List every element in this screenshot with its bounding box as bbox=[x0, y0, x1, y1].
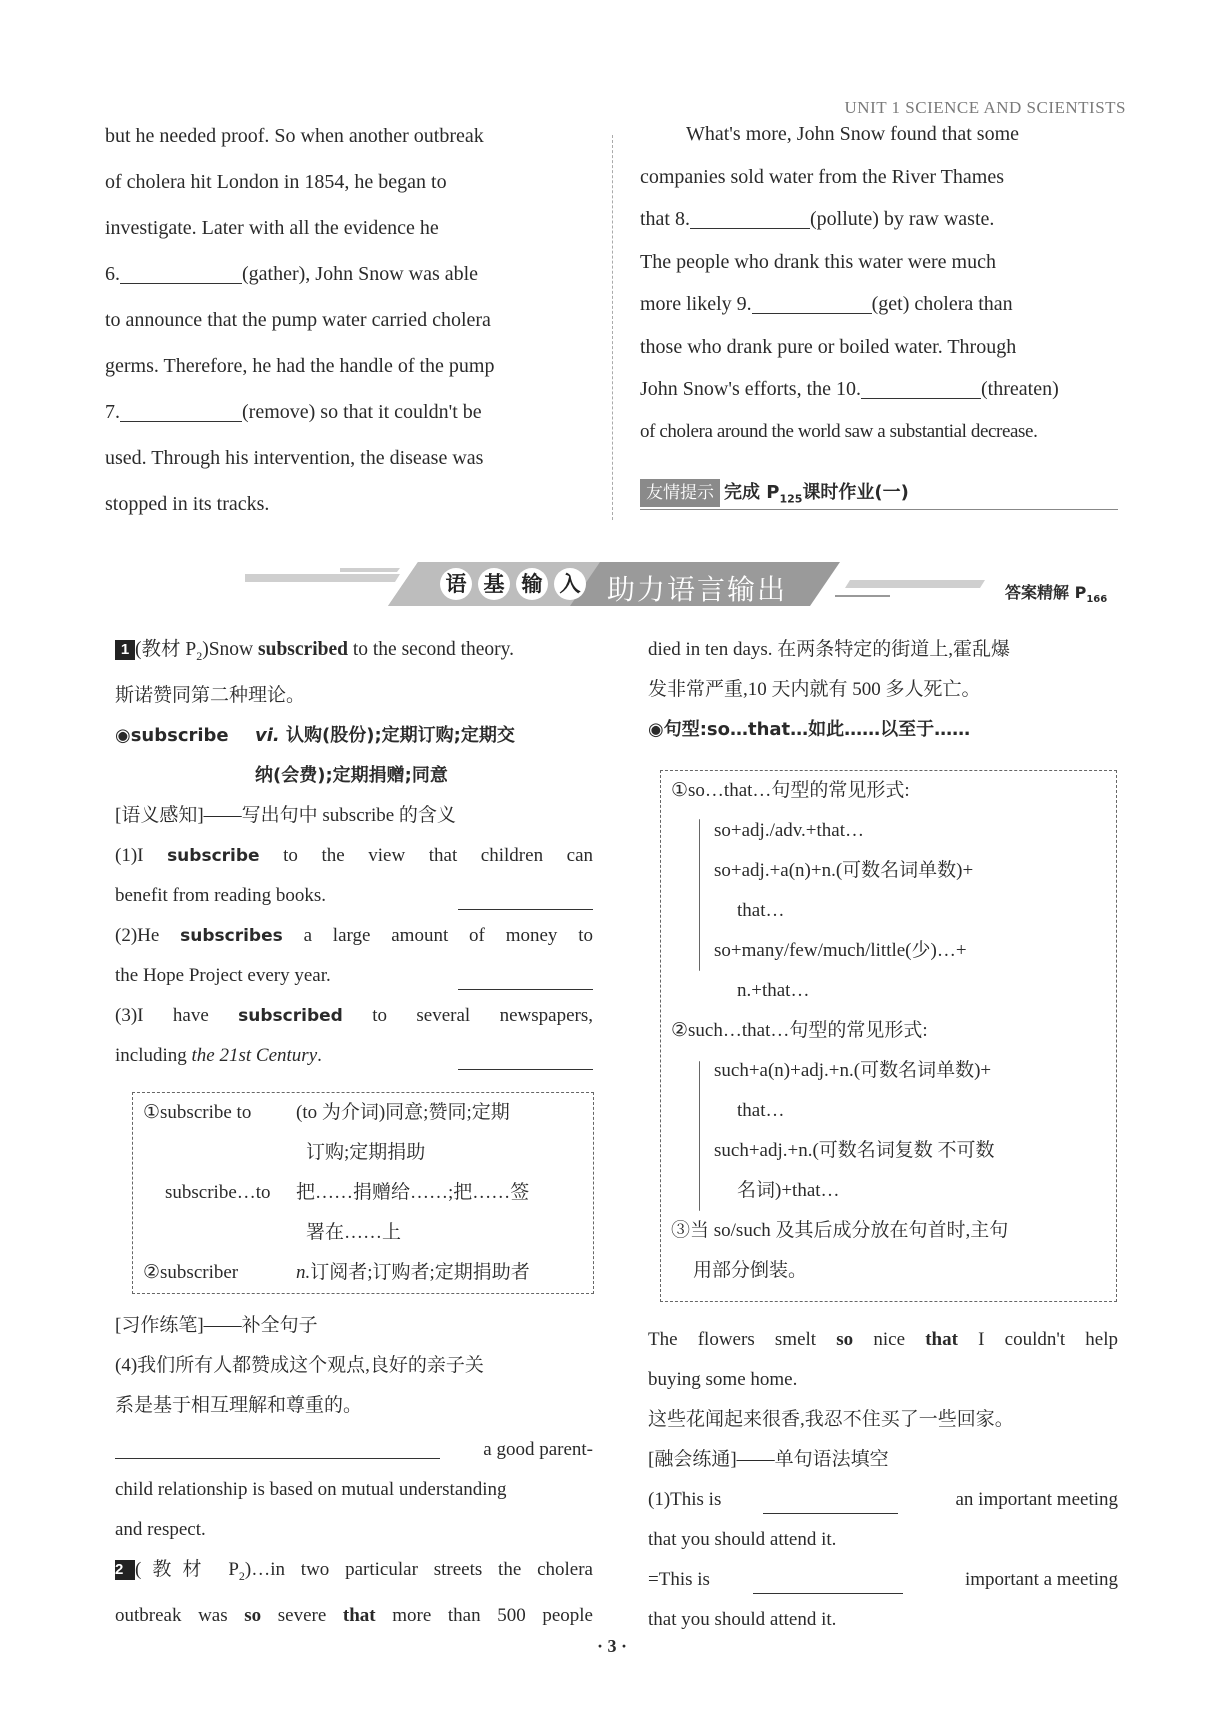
page-number: · 3 · bbox=[596, 1636, 627, 1656]
passage-line: of cholera hit London in 1854, he began to bbox=[105, 171, 447, 193]
answer-blank[interactable] bbox=[458, 1048, 593, 1070]
answer-reference: 答案精解 $P_{166}$ bbox=[1005, 583, 1108, 606]
passage-line: used. Through his intervention, the disease was bbox=[105, 447, 484, 469]
sentence: (3)I have subscribed to several newspapers, bbox=[115, 1004, 593, 1026]
banner-char: 基 bbox=[478, 568, 510, 600]
passage-line: of cholera around the world saw a substantial decrease. bbox=[640, 420, 1038, 442]
sentence: buying some home. bbox=[648, 1369, 798, 1390]
note-line: subscribe…to 把……捐赠给……;把……签 bbox=[165, 1182, 530, 1203]
sentence: The flowers smelt so nice that I couldn't help bbox=[648, 1329, 1119, 1350]
item1-writing bbox=[115, 1306, 593, 1636]
passage-line: companies sold water from the River Thames bbox=[640, 165, 1004, 188]
note-line: n.+that… bbox=[737, 980, 810, 1001]
blank-number: 7. bbox=[105, 401, 120, 423]
answer-blank[interactable] bbox=[120, 261, 242, 284]
note-line: 名词)+that… bbox=[737, 1180, 840, 1201]
passage-line: but he needed proof. So when another outbreak bbox=[105, 125, 484, 147]
pattern-notes-box bbox=[660, 770, 1117, 1302]
left-passage bbox=[105, 113, 540, 527]
item2-section bbox=[648, 630, 1118, 750]
sentence: 发非常严重,10 天内就有 500 多人死亡。 bbox=[648, 679, 981, 700]
passage-text: (threaten) bbox=[981, 378, 1059, 400]
answer-blank[interactable] bbox=[458, 968, 593, 990]
task-heading: [融会练通]——单句语法填空 bbox=[648, 1449, 889, 1470]
task-heading: [语义感知]——写出句中 subscribe 的含义 bbox=[115, 804, 456, 826]
passage-text: (pollute) by raw waste. bbox=[810, 208, 995, 230]
note-line: ①subscribe to (to 为介词)同意;赞同;定期 bbox=[143, 1102, 510, 1123]
note-line: such+a(n)+adj.+n.(可数名词单数)+ bbox=[714, 1060, 992, 1081]
note-line: such+adj.+n.(可数名词复数 不可数 bbox=[714, 1140, 995, 1161]
item1-translation: 斯诺赞同第二种理论。 bbox=[115, 684, 306, 706]
sentence: 系是基于相互理解和尊重的。 bbox=[115, 1395, 363, 1416]
answer-blank[interactable] bbox=[752, 291, 872, 314]
sentence: a good parent- bbox=[115, 1430, 593, 1470]
note-line: ②such…that…句型的常见形式: bbox=[671, 1020, 928, 1041]
sentence: 这些花闻起来很香,我忍不住买了一些回家。 bbox=[648, 1409, 1014, 1430]
homework-tip bbox=[640, 478, 1118, 510]
sentence: that you should attend it. bbox=[648, 1529, 837, 1550]
passage-line: germs. Therefore, he had the handle of the pump bbox=[105, 355, 495, 377]
sentence: (1)This is an important meeting bbox=[648, 1480, 1118, 1520]
brace bbox=[699, 819, 700, 971]
passage-line bbox=[640, 283, 1118, 326]
blank-number: John Snow's efforts, the 10. bbox=[640, 378, 862, 400]
note-line: ③当 so/such 及其后成分放在句首时,主句 bbox=[671, 1220, 1009, 1241]
running-head: UNIT 1 SCIENCE AND SCIENTISTS bbox=[844, 98, 1126, 117]
task-heading: [习作练笔]——补全句子 bbox=[115, 1315, 318, 1336]
tip-text: 完成 $P_{125}$课时作业(一) bbox=[724, 482, 909, 506]
banner-char: 语 bbox=[440, 568, 472, 600]
note-line: so+adj.+a(n)+n.(可数名词单数)+ bbox=[714, 860, 974, 881]
note-line: 用部分倒装。 bbox=[693, 1260, 808, 1281]
passage-text: (gather), John Snow was able bbox=[242, 263, 479, 285]
passage-text: (get) cholera than bbox=[871, 293, 1013, 315]
item-number: 1 bbox=[115, 640, 135, 660]
blank-number: 6. bbox=[105, 263, 120, 285]
item1-lead: 1 (教材 $P_2)Snow$ subscribed to the second theory. bbox=[115, 630, 593, 676]
word-entry: ◉subscribe vi. 认购(股份);定期订购;定期交 纳(会费);定期捐赠;同意 bbox=[115, 724, 515, 786]
sentence: (1)I subscribe to the view that children can bbox=[115, 844, 593, 866]
sentence: outbreak was so severe that more than 500 people bbox=[115, 1604, 593, 1626]
passage-line: The people who drank this water were much bbox=[640, 250, 996, 273]
item2-example bbox=[648, 1320, 1118, 1640]
note-line: that… bbox=[737, 900, 785, 921]
note-line: ②subscriber n.订阅者;订购者;定期捐助者 bbox=[143, 1262, 530, 1283]
sentence: benefit from reading books. bbox=[115, 876, 593, 916]
passage-line: stopped in its tracks. bbox=[105, 493, 270, 515]
banner-title bbox=[440, 568, 586, 600]
answer-blank[interactable] bbox=[115, 1437, 440, 1459]
answer-blank[interactable] bbox=[690, 206, 810, 229]
note-line: 署在……上 bbox=[306, 1222, 402, 1243]
sentence: (4)我们所有人都赞成这个观点,良好的亲子关 bbox=[115, 1355, 484, 1376]
passage-line: those who drank pure or boiled water. Through bbox=[640, 335, 1017, 358]
banner-subtitle: 助力语言输出 bbox=[607, 573, 788, 606]
answer-blank[interactable] bbox=[120, 399, 242, 422]
right-passage bbox=[640, 113, 1118, 453]
subscribe-notes-box bbox=[132, 1092, 594, 1294]
answer-blank[interactable] bbox=[753, 1572, 903, 1594]
answer-blank[interactable] bbox=[458, 888, 593, 910]
note-line: so+adj./adv.+that… bbox=[714, 820, 865, 841]
tip-label: 友情提示 bbox=[640, 479, 720, 507]
answer-blank[interactable] bbox=[861, 376, 981, 399]
item-number: 2 bbox=[115, 1560, 135, 1580]
sentence: child relationship is based on mutual understanding bbox=[115, 1479, 507, 1500]
passage-line: investigate. Later with all the evidence he bbox=[105, 217, 439, 239]
note-line: so+many/few/much/little(少)…+ bbox=[714, 940, 967, 961]
column-divider bbox=[612, 135, 613, 520]
item2-lead: 2 (教材 $P_2)\dots in$ two particular streets the cholera bbox=[115, 1559, 593, 1583]
passage-line bbox=[640, 368, 1118, 411]
passage-line: to announce that the pump water carried cholera bbox=[105, 309, 491, 331]
sentence: including the 21st Century. bbox=[115, 1036, 593, 1076]
passage-line bbox=[105, 389, 540, 435]
answer-blank[interactable] bbox=[763, 1492, 898, 1514]
passage-line bbox=[105, 251, 540, 297]
sentence: (2)He subscribes a large amount of money to bbox=[115, 924, 593, 946]
banner-char: 输 bbox=[516, 568, 548, 600]
note-line: that… bbox=[737, 1100, 785, 1121]
passage-text: (remove) so that it couldn't be bbox=[242, 401, 482, 423]
passage-line bbox=[640, 198, 1118, 241]
blank-number: that 8. bbox=[640, 208, 690, 230]
note-line: ①so…that…句型的常见形式: bbox=[671, 780, 910, 801]
sentence: =This is important a meeting bbox=[648, 1560, 1118, 1600]
note-line: 订购;定期捐助 bbox=[306, 1142, 426, 1163]
blank-number: more likely 9. bbox=[640, 293, 752, 315]
passage-line: What's more, John Snow found that some bbox=[686, 123, 1020, 145]
sentence: died in ten days. 在两条特定的街道上,霍乱爆 bbox=[648, 639, 1011, 660]
sentence: that you should attend it. bbox=[648, 1609, 837, 1630]
brace bbox=[699, 1061, 700, 1211]
item1-section bbox=[115, 630, 593, 1076]
sentence: and respect. bbox=[115, 1519, 206, 1540]
banner-char: 入 bbox=[554, 568, 586, 600]
section-banner bbox=[0, 560, 1224, 610]
sentence: the Hope Project every year. bbox=[115, 956, 593, 996]
pattern-heading: ◉句型:so…that…如此……以至于…… bbox=[648, 719, 971, 740]
